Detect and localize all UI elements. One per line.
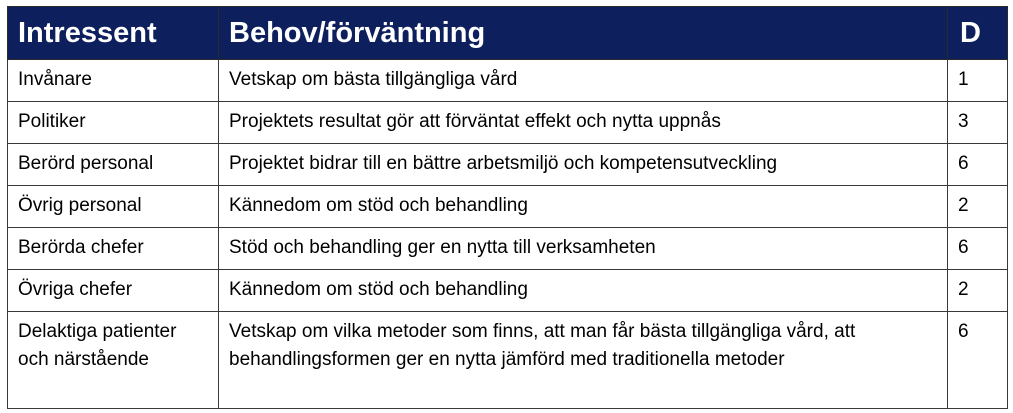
header-stakeholder: Intressent xyxy=(8,7,219,60)
d-cell: 2 xyxy=(948,270,1008,312)
stakeholder-cell: Övriga chefer xyxy=(8,270,219,312)
d-cell: 6 xyxy=(948,312,1008,409)
table-header xyxy=(8,7,1008,60)
d-cell: 3 xyxy=(948,102,1008,144)
header-need: Behov/förväntning xyxy=(219,7,948,60)
table-row xyxy=(8,186,1008,228)
header-d: D xyxy=(948,7,1008,60)
table-row xyxy=(8,60,1008,102)
stakeholder-table xyxy=(7,6,1008,409)
need-cell: Projektets resultat gör att förväntat effekt och nytta uppnås xyxy=(219,102,948,144)
table-row xyxy=(8,312,1008,409)
d-cell: 6 xyxy=(948,228,1008,270)
need-cell: Vetskap om bästa tillgängliga vård xyxy=(219,60,948,102)
stakeholder-cell: Delaktiga patienter och närstående xyxy=(8,312,219,409)
d-cell: 2 xyxy=(948,186,1008,228)
d-cell: 1 xyxy=(948,60,1008,102)
table-row xyxy=(8,228,1008,270)
need-cell: Kännedom om stöd och behandling xyxy=(219,186,948,228)
table-row xyxy=(8,144,1008,186)
stakeholder-cell: Berörd personal xyxy=(8,144,219,186)
need-cell: Stöd och behandling ger en nytta till verksamheten xyxy=(219,228,948,270)
table-body xyxy=(8,60,1008,409)
need-cell: Kännedom om stöd och behandling xyxy=(219,270,948,312)
stakeholder-cell: Berörda chefer xyxy=(8,228,219,270)
stakeholder-cell: Politiker xyxy=(8,102,219,144)
table-row xyxy=(8,102,1008,144)
need-cell: Projektet bidrar till en bättre arbetsmiljö och kompetensutveckling xyxy=(219,144,948,186)
d-cell: 6 xyxy=(948,144,1008,186)
stakeholder-cell: Invånare xyxy=(8,60,219,102)
stakeholder-cell: Övrig personal xyxy=(8,186,219,228)
table-row xyxy=(8,270,1008,312)
need-cell: Vetskap om vilka metoder som finns, att man får bästa tillgängliga vård, att behandlingsformen ger en nytta jämförd med traditionella metoder xyxy=(219,312,948,409)
header-row xyxy=(8,7,1008,60)
